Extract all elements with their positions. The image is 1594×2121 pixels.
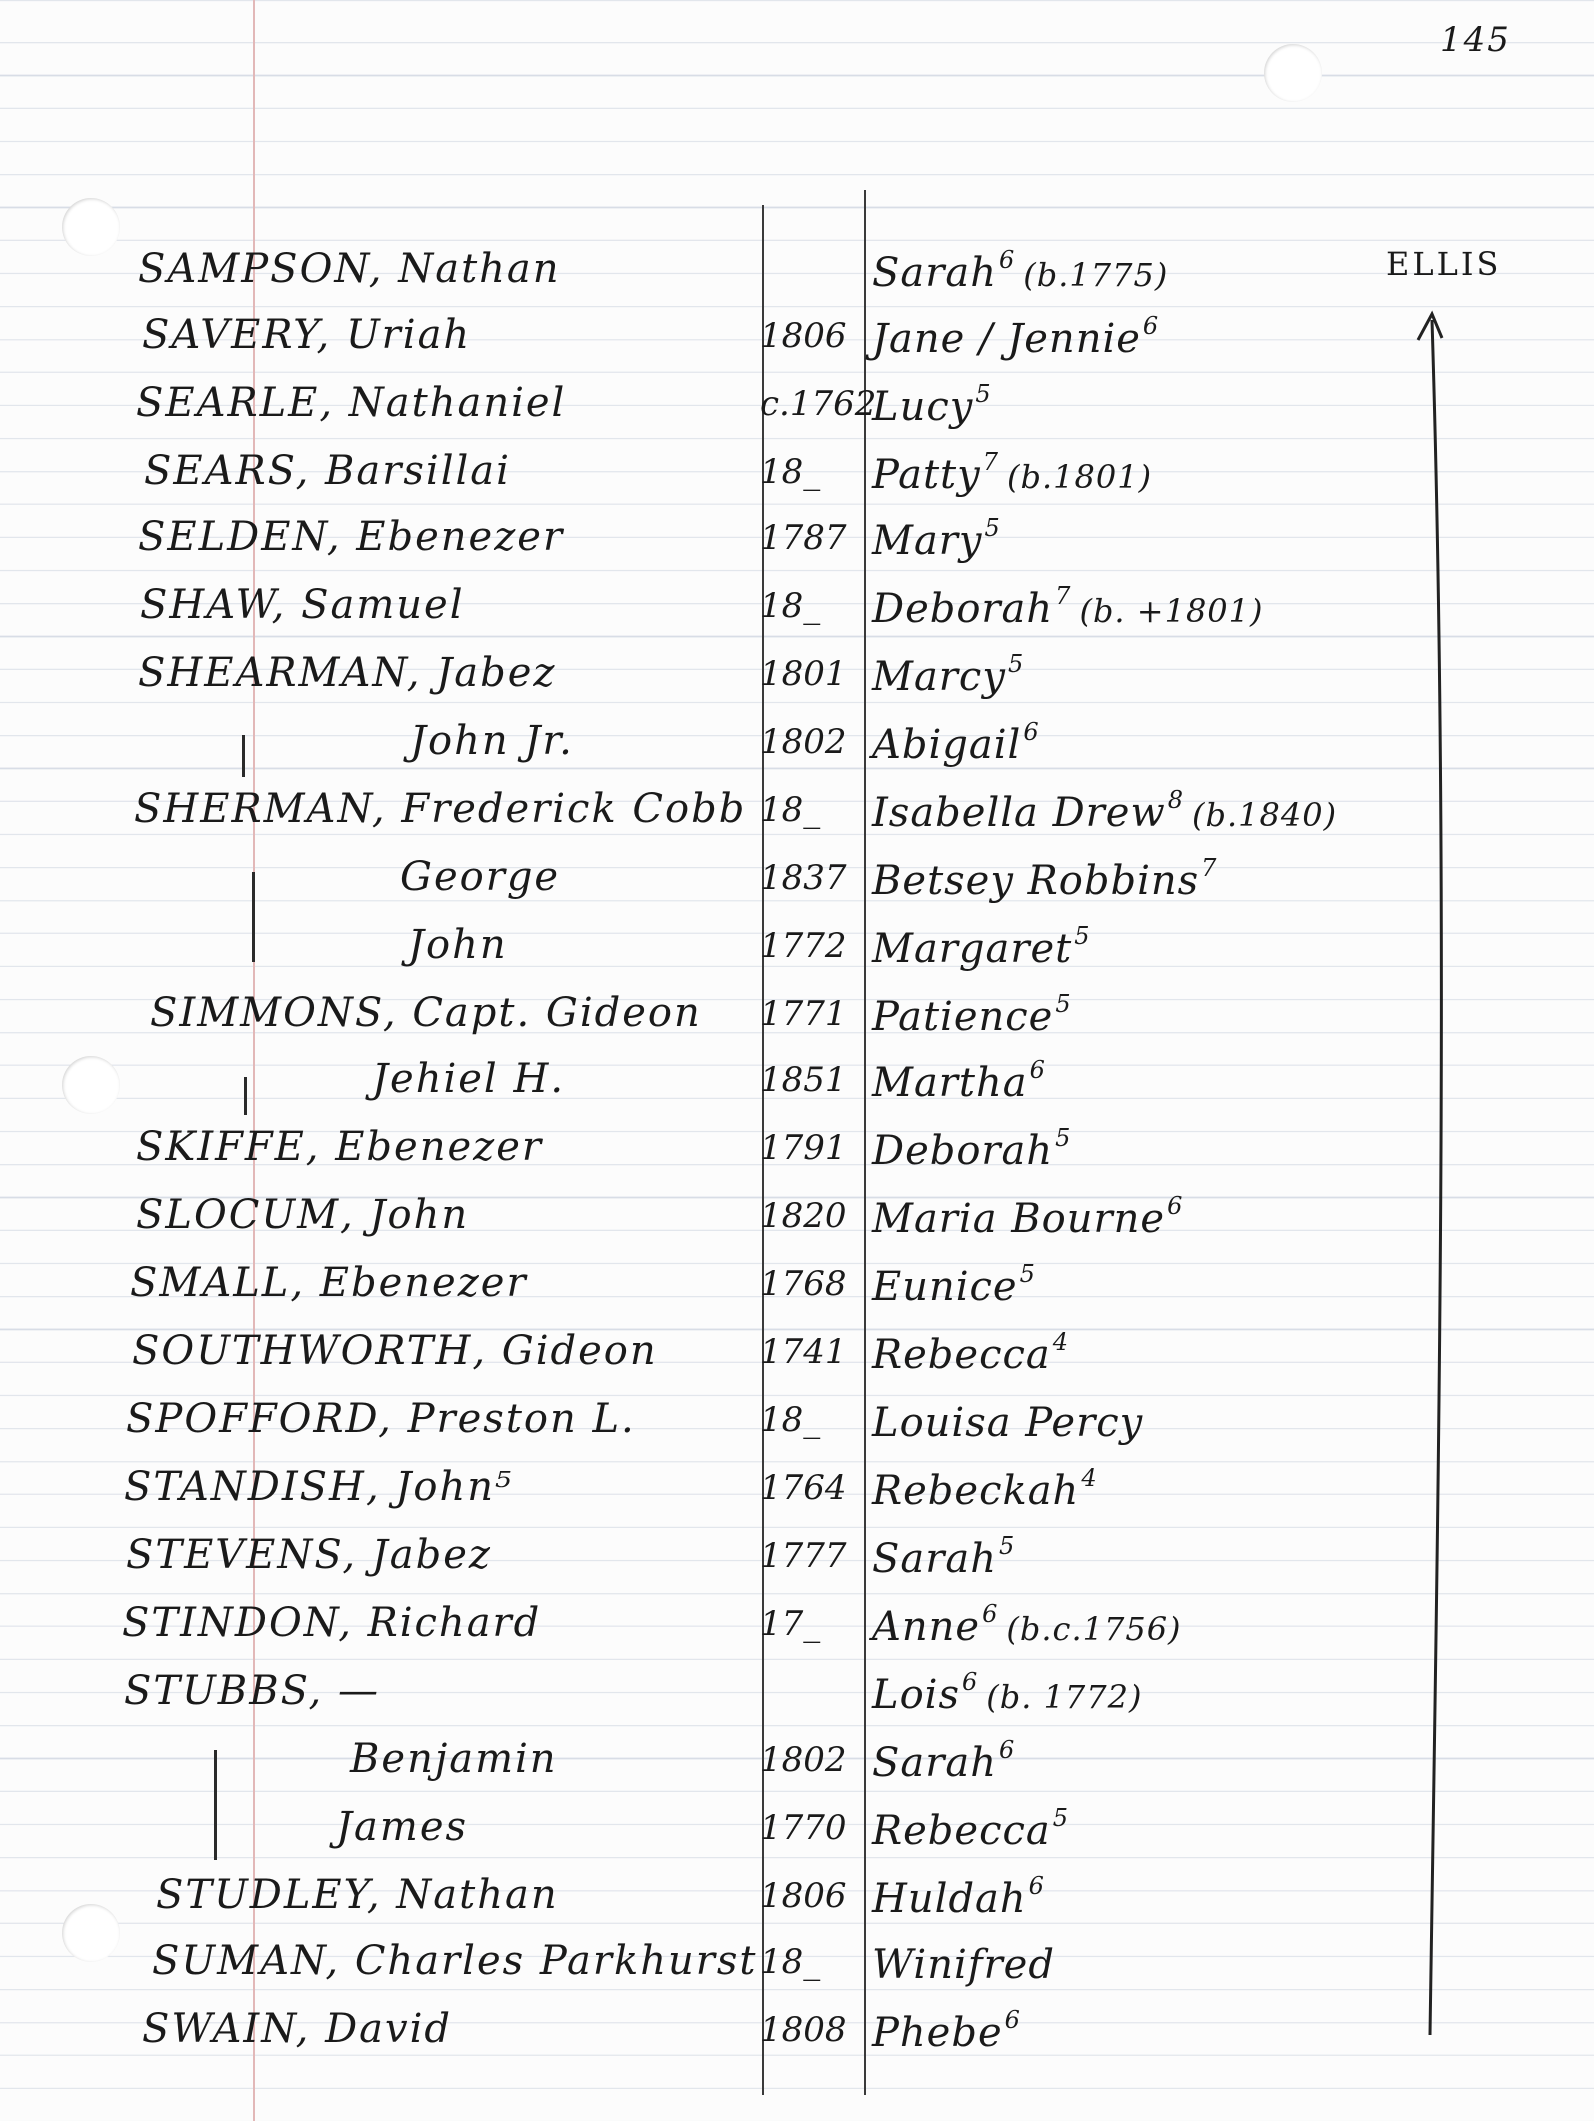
- marriage-row: [0, 232, 1594, 300]
- marriage-row: [0, 568, 1594, 636]
- marriage-row: [0, 1178, 1594, 1246]
- marriage-year: 1787: [760, 518, 847, 558]
- marriage-year: 1771: [760, 994, 847, 1034]
- marriage-row: [0, 1858, 1594, 1926]
- punch-hole-upper-right: [1264, 44, 1322, 102]
- wife-name: Deborah: [872, 586, 1054, 632]
- wife-entry: [872, 1396, 1153, 1446]
- wife-entry: [872, 1600, 1182, 1650]
- wife-entry: [872, 786, 1337, 836]
- husband-name: Benjamin: [350, 1736, 558, 1782]
- wife-name: Anne: [872, 1604, 981, 1650]
- husband-name: SAVERY, Uriah: [142, 312, 472, 358]
- husband-name: SEARS, Barsillai: [144, 448, 511, 494]
- generation-number: 5: [1007, 650, 1025, 678]
- wife-name: Sarah: [872, 1740, 997, 1786]
- generation-number: 6: [1004, 2006, 1021, 2034]
- generation-number: 6: [1028, 1872, 1045, 1900]
- wife-name: Marcy: [872, 654, 1006, 700]
- husband-name: SMALL, Ebenezer: [130, 1260, 528, 1306]
- marriage-row: [0, 1924, 1594, 1992]
- wife-entry: [872, 1668, 1142, 1718]
- husband-name: STEVENS, Jabez: [126, 1532, 493, 1578]
- wife-entry: [872, 1532, 1023, 1582]
- wife-entry: [872, 312, 1167, 362]
- marriage-year: 1801: [760, 654, 847, 694]
- husband-name: STUDLEY, Nathan: [156, 1872, 559, 1918]
- husband-name: SOUTHWORTH, Gideon: [132, 1328, 658, 1374]
- wife-name: Lois: [872, 1672, 960, 1718]
- wife-entry: [872, 990, 1080, 1040]
- wife-entry: [872, 1260, 1044, 1310]
- marriage-row: [0, 1992, 1594, 2060]
- wife-entry: [872, 448, 1152, 498]
- husband-name: SUMAN, Charles Parkhurst: [152, 1938, 758, 1984]
- marriage-row: [0, 840, 1594, 908]
- wife-entry: [872, 246, 1168, 296]
- birth-note: (b.1801): [1007, 458, 1153, 496]
- birth-note: (b.c.1756): [1006, 1610, 1182, 1648]
- wife-entry: [872, 1736, 1023, 1786]
- generation-number: 7: [1055, 582, 1072, 610]
- marriage-year: 18_: [760, 452, 821, 492]
- husband-name: SHEARMAN, Jabez: [138, 650, 557, 696]
- page-number: 145: [1440, 20, 1511, 60]
- marriage-year: 1806: [760, 1876, 847, 1916]
- marriage-year: 1741: [760, 1332, 847, 1372]
- husband-name: SWAIN, David: [142, 2006, 452, 2052]
- generation-number: 6: [1167, 1192, 1184, 1220]
- wife-name: Lucy: [872, 384, 974, 430]
- marriage-row: [0, 1382, 1594, 1450]
- family-bracket: [244, 1077, 247, 1115]
- birth-note: (b.1775): [1023, 256, 1169, 294]
- wife-entry: [872, 1192, 1191, 1242]
- wife-entry: [872, 854, 1225, 904]
- marriage-row: [0, 1042, 1594, 1110]
- wife-entry: [872, 380, 1000, 430]
- husband-name: SEARLE, Nathaniel: [136, 380, 567, 426]
- husband-name: STANDISH, John⁵: [124, 1464, 514, 1510]
- wife-entry: [872, 1056, 1054, 1106]
- marriage-row: [0, 500, 1594, 568]
- marriage-row: [0, 1790, 1594, 1858]
- family-bracket: [242, 735, 245, 777]
- marriage-year: 18_: [760, 790, 821, 830]
- marriage-row: [0, 1654, 1594, 1722]
- husband-name: SPOFFORD, Preston L.: [126, 1396, 636, 1442]
- husband-name: George: [400, 854, 561, 900]
- wife-name: Phebe: [872, 2010, 1003, 2056]
- wife-entry: [872, 1804, 1077, 1854]
- generation-number: 5: [984, 514, 1001, 542]
- wife-name: Louisa Percy: [872, 1400, 1144, 1446]
- husband-name: James: [336, 1804, 469, 1850]
- husband-name: STUBBS, —: [124, 1668, 380, 1714]
- marriage-row: [0, 976, 1594, 1044]
- marriage-year: 18_: [760, 1400, 821, 1440]
- marriage-year: 1837: [760, 858, 847, 898]
- marriage-row: [0, 1314, 1594, 1382]
- generation-number: 5: [975, 380, 992, 408]
- wife-name: Margaret: [872, 926, 1073, 972]
- generation-number: 5: [1074, 922, 1091, 950]
- generation-number: 5: [1055, 990, 1072, 1018]
- family-bracket: [214, 1750, 217, 1860]
- marriage-year: 1851: [760, 1060, 847, 1100]
- marriage-year: 1820: [760, 1196, 847, 1236]
- marriage-year: 18_: [760, 586, 821, 626]
- wife-name: Winifred: [872, 1942, 1055, 1988]
- wife-name: Deborah: [872, 1128, 1054, 1174]
- husband-name: Jehiel H.: [372, 1056, 566, 1102]
- wife-name: Huldah: [872, 1876, 1027, 1922]
- wife-name: Patience: [872, 994, 1054, 1040]
- marriage-row: [0, 1246, 1594, 1314]
- marriage-year: 1791: [760, 1128, 847, 1168]
- generation-number: 6: [998, 1736, 1016, 1764]
- husband-name: SELDEN, Ebenezer: [138, 514, 565, 560]
- marriage-row: [0, 1450, 1594, 1518]
- generation-number: 5: [1055, 1124, 1072, 1152]
- marriage-year: 1768: [760, 1264, 847, 1304]
- marriage-year: 1802: [760, 722, 847, 762]
- husband-name: SAMPSON, Nathan: [138, 246, 561, 292]
- marriage-row: [0, 366, 1594, 434]
- wife-name: Rebecca: [872, 1332, 1051, 1378]
- marriage-row: [0, 1110, 1594, 1178]
- generation-number: 5: [998, 1532, 1016, 1560]
- marriage-year: 1770: [760, 1808, 847, 1848]
- wife-name: Abigail: [872, 722, 1022, 768]
- marriage-year: c.1762: [760, 384, 877, 424]
- husband-name: STINDON, Richard: [122, 1600, 542, 1646]
- marriage-row: [0, 1586, 1594, 1654]
- wife-name: Rebecca: [872, 1808, 1051, 1854]
- wife-name: Patty: [872, 452, 981, 498]
- wife-name: Maria Bourne: [872, 1196, 1166, 1242]
- wife-entry: [872, 718, 1048, 768]
- marriage-row: [0, 636, 1594, 704]
- wife-name: Mary: [872, 518, 983, 564]
- husband-name: John Jr.: [410, 718, 574, 764]
- family-bracket: [252, 872, 255, 962]
- birth-note: (b. 1772): [986, 1678, 1143, 1716]
- birth-note: (b. +1801): [1079, 592, 1264, 630]
- generation-number: 4: [1081, 1464, 1098, 1492]
- marriage-year: 17_: [760, 1604, 821, 1644]
- generation-number: 5: [1019, 1260, 1036, 1288]
- husband-name: SHAW, Samuel: [140, 582, 465, 628]
- wife-entry: [872, 582, 1264, 632]
- wife-name: Sarah: [872, 1536, 997, 1582]
- marriage-year: 1772: [760, 926, 847, 966]
- generation-number: 6: [982, 1600, 999, 1628]
- husband-name: SKIFFE, Ebenezer: [136, 1124, 543, 1170]
- generation-number: 5: [1052, 1804, 1069, 1832]
- generation-number: 7: [982, 448, 999, 476]
- marriage-year: 1764: [760, 1468, 847, 1508]
- generation-number: 4: [1052, 1328, 1069, 1356]
- wife-entry: [872, 650, 1032, 700]
- marriage-row: [0, 772, 1594, 840]
- wife-name: Jane / Jennie: [872, 316, 1141, 362]
- generation-number: 7: [1201, 854, 1218, 882]
- wife-entry: [872, 922, 1099, 972]
- generation-number: 6: [1029, 1056, 1046, 1084]
- side-label: ELLIS: [1386, 245, 1502, 283]
- marriage-year: 1777: [760, 1536, 847, 1576]
- wife-name: Betsey Robbins: [872, 858, 1200, 904]
- wife-entry: [872, 1464, 1106, 1514]
- generation-number: 6: [1142, 312, 1160, 340]
- marriage-year: 1808: [760, 2010, 847, 2050]
- wife-entry: [872, 1872, 1053, 1922]
- marriage-row: [0, 1722, 1594, 1790]
- marriage-row: [0, 298, 1594, 366]
- wife-name: Eunice: [872, 1264, 1018, 1310]
- generation-number: 6: [1023, 718, 1040, 746]
- wife-entry: [872, 1938, 1065, 1988]
- marriage-row: [0, 908, 1594, 976]
- marriage-row: [0, 704, 1594, 772]
- birth-note: (b.1840): [1191, 796, 1338, 834]
- husband-name: SLOCUM, John: [136, 1192, 470, 1238]
- wife-entry: [872, 1124, 1079, 1174]
- wife-name: Rebeckah: [872, 1468, 1080, 1514]
- marriage-year: 18_: [760, 1942, 821, 1982]
- husband-name: SHERMAN, Frederick Cobb: [134, 786, 747, 832]
- husband-name: John: [408, 922, 508, 968]
- wife-name: Isabella Drew: [872, 790, 1166, 836]
- marriage-year: 1806: [760, 316, 847, 356]
- husband-name: SIMMONS, Capt. Gideon: [150, 990, 702, 1036]
- wife-name: Sarah: [872, 250, 997, 296]
- marriage-row: [0, 434, 1594, 502]
- wife-entry: [872, 514, 1009, 564]
- wife-entry: [872, 1328, 1077, 1378]
- marriage-year: 1802: [760, 1740, 847, 1780]
- generation-number: 8: [1167, 786, 1184, 814]
- generation-number: 6: [998, 246, 1016, 274]
- generation-number: 6: [961, 1668, 979, 1696]
- wife-entry: [872, 2006, 1029, 2056]
- marriage-row: [0, 1518, 1594, 1586]
- wife-name: Martha: [872, 1060, 1028, 1106]
